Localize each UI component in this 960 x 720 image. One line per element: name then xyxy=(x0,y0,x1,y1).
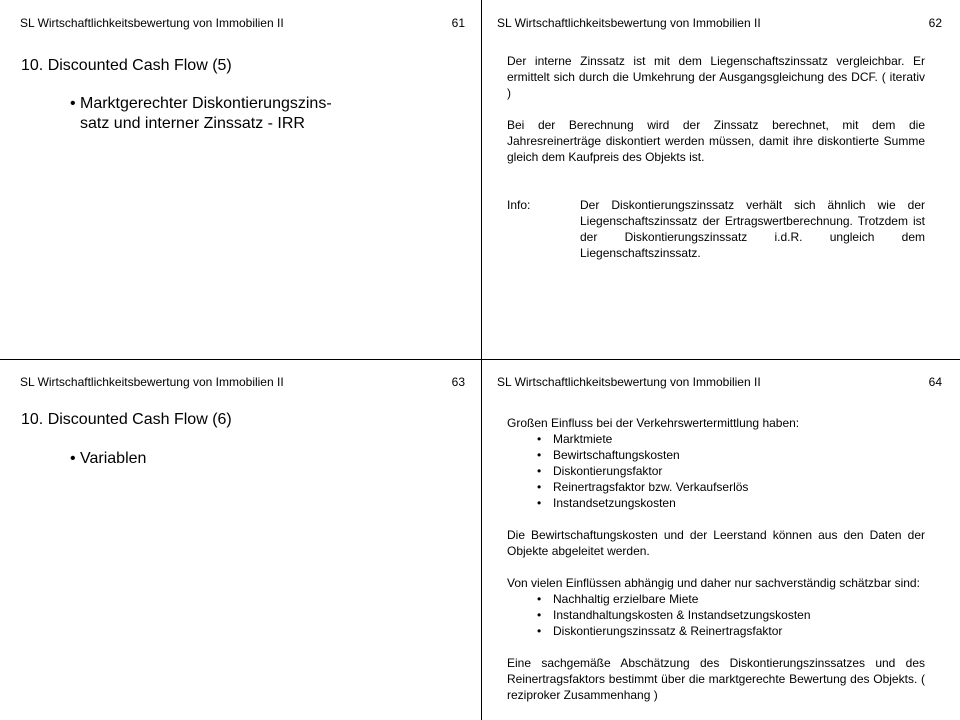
bullet-text: Variablen xyxy=(80,450,147,467)
slide-title: 10. Discounted Cash Flow (5) xyxy=(21,57,232,74)
slide-63 xyxy=(0,360,481,720)
info-block xyxy=(507,197,925,261)
slide-number: 63 xyxy=(451,375,465,389)
info-text: Der Diskontierungszinssatz verhält sich ähnlich wie der Liegenschaftszinssatz der Ertragswertberechnung. Trotzdem ist der Diskontierungszinssatz i.d.R. ungleich dem Liegenschaftszinssatz. xyxy=(580,198,925,260)
list-item: • Instandsetzungskosten xyxy=(507,495,925,511)
paragraph-intro: Großen Einfluss bei der Verkehrswertermittlung haben: xyxy=(507,416,800,430)
paragraph-irr: Der interne Zinssatz ist mit dem Liegenschaftszinssatz vergleichbar. Er ermittelt sich durch die Umkehrung der Ausgangsgleichung des DCF. ( iterativ ) xyxy=(507,54,925,100)
estimate-list xyxy=(507,591,925,639)
bullet-text-line1: Marktgerechter Diskontierungszins- xyxy=(80,95,332,112)
slide-62 xyxy=(482,0,960,359)
slide-number: 64 xyxy=(928,375,942,389)
paragraph-costs: Die Bewirtschaftungskosten und der Leerstand können aus den Daten der Objekte abgeleitet werden. xyxy=(507,528,925,558)
slide-number: 62 xyxy=(928,16,942,30)
slide-title: 10. Discounted Cash Flow (6) xyxy=(21,411,232,428)
info-label: Info: xyxy=(507,198,531,212)
paragraph-calculation: Bei der Berechnung wird der Zinssatz berechnet, mit dem die Jahresreinerträge diskontiert werden müssen, damit ihre diskontierte Summe gleich dem Kaufpreis des Objekts ist. xyxy=(507,118,925,164)
slide-header-title: SL Wirtschaftlichkeitsbewertung von Immobilien II xyxy=(20,16,284,30)
slide-61 xyxy=(0,0,481,359)
influence-list xyxy=(507,431,925,511)
paragraph-estimates: Von vielen Einflüssen abhängig und daher nur sachverständig schätzbar sind: xyxy=(507,576,920,590)
list-item: • Diskontierungszinssatz & Reinertragsfaktor xyxy=(507,623,925,639)
slide-number: 61 xyxy=(451,16,465,30)
list-item: • Reinertragsfaktor bzw. Verkaufserlös xyxy=(507,479,925,495)
paragraph-conclusion: Eine sachgemäße Abschätzung des Diskontierungszinssatzes und des Reinertragsfaktors bestimmt über die marktgerechte Bewertung des Objekts. ( reziproker Zusammenhang ) xyxy=(507,656,925,702)
bullet-icon: • xyxy=(70,95,76,112)
list-item: • Nachhaltig erzielbare Miete xyxy=(507,591,925,607)
slide-body xyxy=(507,53,925,261)
list-item: • Instandhaltungskosten & Instandsetzungskosten xyxy=(507,607,925,623)
slide-header-title: SL Wirtschaftlichkeitsbewertung von Immobilien II xyxy=(20,375,284,389)
slide-64 xyxy=(482,360,960,720)
bullet-item xyxy=(70,449,146,469)
slide-body xyxy=(507,415,925,703)
bullet-item xyxy=(70,94,332,134)
slide-header-title: SL Wirtschaftlichkeitsbewertung von Immobilien II xyxy=(497,375,761,389)
list-item: • Marktmiete xyxy=(507,431,925,447)
bullet-text-line2: satz und interner Zinssatz - IRR xyxy=(80,115,305,132)
list-item: • Bewirtschaftungskosten xyxy=(507,447,925,463)
list-item: • Diskontierungsfaktor xyxy=(507,463,925,479)
bullet-icon: • xyxy=(70,450,76,467)
slide-header-title: SL Wirtschaftlichkeitsbewertung von Immobilien II xyxy=(497,16,761,30)
